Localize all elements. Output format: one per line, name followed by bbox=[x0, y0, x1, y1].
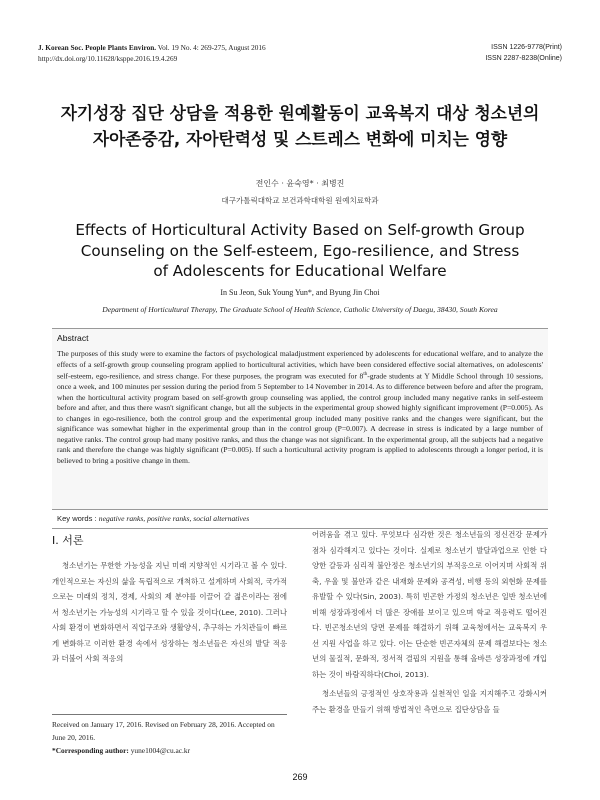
footnote bbox=[52, 718, 287, 757]
korean-authors: 전인수 · 윤숙영* · 최병진 bbox=[255, 179, 345, 188]
english-affiliation: Department of Horticultural Therapy, The Graduate School of Health Science, Catholic University of Daegu, 38430, South Korea bbox=[102, 305, 498, 314]
section-heading-introduction: Ⅰ. 서론 bbox=[52, 534, 84, 547]
journal-info bbox=[38, 43, 368, 64]
english-title-line-3: of Adolescents for Educational Welfare bbox=[153, 262, 447, 280]
abstract-text-part-1: The purposes of this study were to examine the factors of psychological maladjustment experienced by adolescents for educational welfare, and to analyze the effects of a self-growth group counseling program applied to horticultural activities, which have been considered effective social alternatives, on adolescents' self-esteem, ego-resilience, and stress change. For these purposes, the program was executed for 8 bbox=[57, 349, 543, 381]
english-authors: In Su Jeon, Suk Young Yun*, and Byung Jin Choi bbox=[220, 288, 380, 297]
volume-info: Vol. 19 No. 4: 269-275, August 2016 bbox=[156, 43, 266, 52]
page-number: 269 bbox=[292, 772, 308, 782]
body-column-left bbox=[52, 558, 287, 671]
korean-title-line-1: 자기성장 집단 상담을 적용한 원예활동이 교육복지 대상 청소년의 bbox=[60, 103, 540, 123]
issn-print: ISSN 1226-9778(Print) bbox=[491, 44, 562, 51]
right-column-paragraph-2: 청소년들의 긍정적인 상호작용과 실천적인 일을 지지해주고 강화시켜주는 환경을 만들기 위해 방법적인 측면으로 집단상담을 들 bbox=[312, 689, 547, 714]
body-column-right bbox=[312, 527, 547, 721]
footnote-dates: Received on January 17, 2016. Revised on February 28, 2016. Accepted on June 20, 2016. bbox=[52, 720, 275, 742]
abstract-heading: Abstract bbox=[57, 333, 89, 343]
korean-title-line-2: 자아존중감, 자아탄력성 및 스트레스 변화에 미치는 영향 bbox=[92, 129, 508, 149]
korean-affiliation: 대구가톨릭대학교 보건과학대학원 원예치료학과 bbox=[221, 196, 379, 205]
english-title bbox=[30, 220, 570, 282]
keywords-text: negative ranks, positive ranks, social alternatives bbox=[98, 514, 250, 523]
right-column-paragraph-1: 어려움을 겪고 있다. 무엇보다 심각한 것은 청소년들의 정신건강 문제가 점차 심각해지고 있다는 것이다. 실제로 청소년기 발달과업으로 인한 다양한 갈등과 심리적 불안정은 청소년기의 부적응으로 이어지며 사회적 위축, 우울 및 불안과 같은 내재화 문제와 공격성, 비행 등의 외현화 문제를 유발할 수 있다(Sin, 2003). 특히 빈곤한 가정의 청소년은 일반 청소년에 비해 성장과정에서 더 많은 장애를 보이고 있으며 학교 적응력도 떨어진다. 빈곤청소년의 당면 문제를 해결하기 위해 교육청에서는 교육복지 우선 지원 사업을 하고 있다. 이는 단순한 빈곤자체의 문제 해결보다는 청소년의 물질적, 문화적, 정서적 결핍의 지원을 통해 올바른 성장과정에 개입하는 것이 바람직하다(Choi, 2013). bbox=[312, 530, 547, 679]
abstract-box bbox=[52, 328, 548, 510]
keywords bbox=[57, 514, 543, 523]
keywords-label: Key words : bbox=[57, 514, 99, 523]
journal-name: J. Korean Soc. People Plants Environ. bbox=[38, 43, 157, 52]
footnote-divider bbox=[52, 714, 287, 715]
corresponding-email[interactable]: yune1004@cu.ac.kr bbox=[130, 746, 191, 755]
issn-info bbox=[382, 43, 562, 64]
corresponding-label: *Corresponding author: bbox=[52, 746, 131, 755]
korean-title bbox=[30, 100, 570, 152]
doi-link[interactable]: http://dx.doi.org/10.11628/ksppe.2016.19.4.269 bbox=[38, 53, 178, 63]
abstract-text-part-2: -grade students at Y Middle School through 10 sessions, once a week, and 100 minutes per session during the period from 5 September to 14 November in 2014. As to difference between before and after the program, when the horticultural activity program based on self-growth group counseling was applied, the control group included many negative ranks in self-esteem before and after, and thus there wasn't significant change, but all the subjects in the experimental group showed highly significant improvement (P=0.005). As to changes in ego-resilience, both the control group and the experimental group included many positive ranks and the changes were significant, but the significance was somewhat higher in the experimental group than in the control group (P=0.007). A decrease in stress is indicated by a large number of negative ranks. The control group had many positive ranks, and thus the change was not significant. In the experimental group, all the subjects had a negative rank and therefore the change was highly significant (P=0.005). If such a horticultural activity program is applied to adolescents through a longer period, it is believed to bring a positive change in them. bbox=[57, 371, 543, 465]
abstract-text bbox=[57, 349, 543, 467]
abstract-superscript: th bbox=[363, 372, 368, 378]
issn-online: ISSN 2287-8238(Online) bbox=[485, 54, 562, 62]
left-column-paragraph: 청소년기는 무한한 가능성을 지닌 미래 지향적인 시기라고 볼 수 있다. 개인적으로는 자신의 삶을 독립적으로 개척하고 설계하며 사회적, 국가적으로는 미래의 정치, 경제, 사회의 제 분야를 이끌어 갈 젊은이라는 점에서 청소년기는 가능성의 시기라고 할 수 있을 것이다(Lee, 2010). 그러나 사회 환경이 변화하면서 직업구조와 생활양식, 추구하는 가치관들이 빠르게 변화하고 이러한 환경 속에서 성장하는 청소년들은 자신의 발달 적응과 더불어 사회 적응의 bbox=[52, 561, 287, 663]
footnote-corresponding bbox=[52, 744, 287, 757]
english-title-line-1: Effects of Horticultural Activity Based on Self-growth Group bbox=[75, 221, 525, 239]
english-title-line-2: Counseling on the Self-esteem, Ego-resilience, and Stress bbox=[80, 241, 520, 260]
